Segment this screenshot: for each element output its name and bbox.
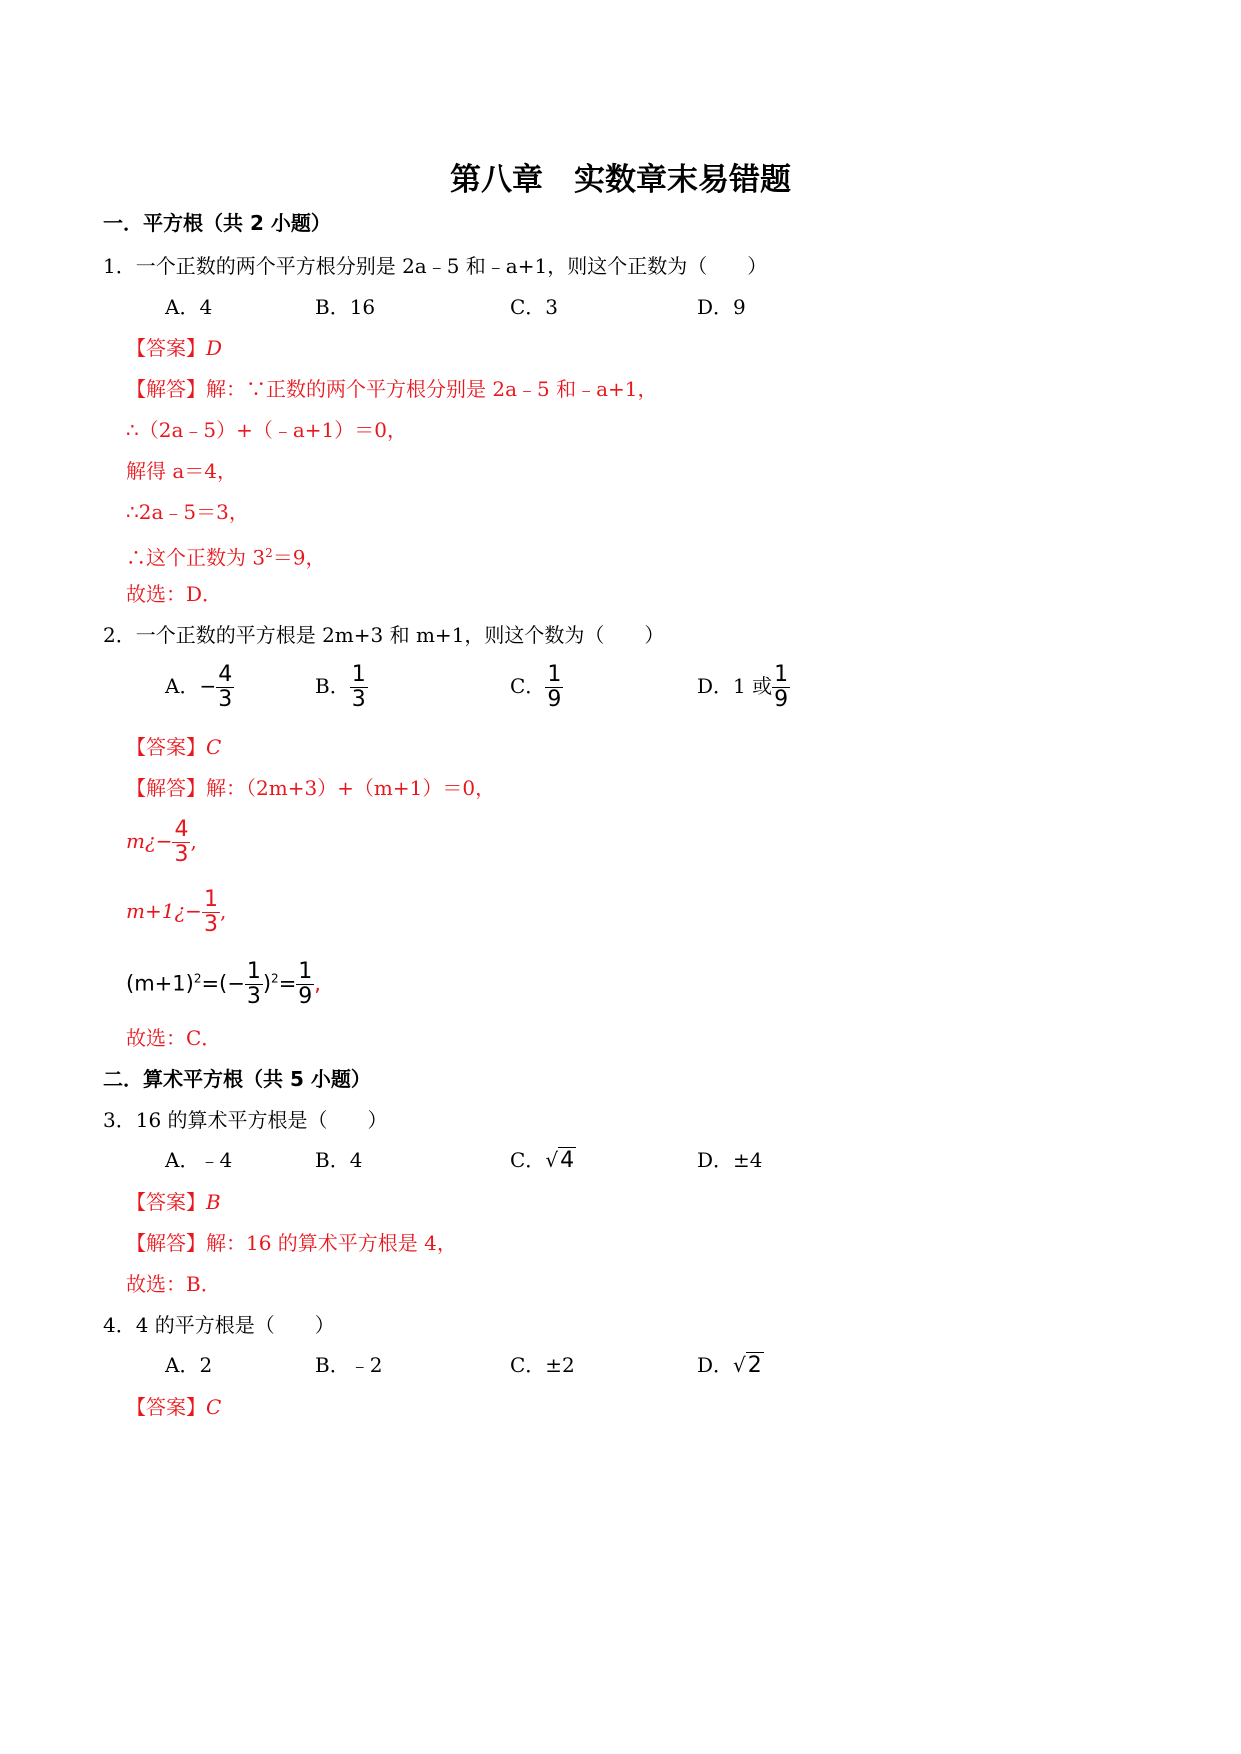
fraction — [350, 663, 368, 712]
exponent: 2 — [265, 546, 273, 560]
math-expression: ) — [262, 971, 272, 996]
question-1-stem: 1．一个正数的两个平方根分别是 2a﹣5 和﹣a+1，则这个正数为（ ） — [103, 254, 768, 278]
answer-tag: 【答案】 — [126, 1190, 206, 1214]
q3-option-b: B．4 — [315, 1148, 363, 1172]
q1-conclusion: 故选：D． — [126, 582, 223, 606]
numerator: 1 — [246, 959, 261, 984]
numerator: 1 — [774, 662, 789, 687]
solution-text: ∴这个正数为 3 — [126, 545, 266, 570]
answer-tag: 【答案】 — [126, 336, 206, 360]
answer-value: B — [206, 1190, 221, 1214]
fraction — [172, 818, 190, 867]
q1-solution-line-3: 解得 a＝4， — [126, 459, 238, 483]
q4-option-d — [697, 1352, 764, 1379]
answer-value: D — [206, 336, 223, 360]
q2-conclusion: 故选：C． — [126, 1026, 222, 1050]
q2-solution-line-3 — [126, 888, 226, 937]
fraction — [245, 960, 263, 1009]
solution-text: ＝9， — [272, 545, 326, 570]
numerator: 1 — [203, 887, 218, 912]
numerator: 1 — [351, 662, 366, 687]
option-label: D．1 或 — [697, 674, 773, 698]
section-heading-1: 一．平方根（共 2 小题） — [103, 211, 331, 235]
option-label: C． — [510, 674, 546, 698]
option-label: D． — [697, 1353, 734, 1377]
numerator: 1 — [298, 959, 313, 984]
q3-option-d: D．±4 — [697, 1148, 763, 1172]
q2-option-a — [165, 663, 234, 712]
q2-solution-line-1 — [126, 775, 495, 801]
punctuation: , — [314, 971, 321, 996]
denominator: 3 — [351, 687, 366, 712]
answer-value: C — [206, 1395, 222, 1419]
solution-text: 解：∵正数的两个平方根分别是 2a﹣5 和﹣a+1， — [206, 377, 658, 401]
solution-text: 解：16 的算术平方根是 4， — [206, 1231, 457, 1255]
q1-solution-line-1 — [126, 376, 658, 402]
q2-option-b — [315, 663, 368, 712]
option-label: B． — [315, 674, 350, 698]
denominator: 9 — [547, 687, 562, 712]
q1-answer — [126, 335, 222, 361]
q1-option-d: D．9 — [697, 295, 746, 319]
answer-tag: 【答案】 — [126, 735, 206, 759]
q4-option-a: A．2 — [165, 1353, 213, 1377]
radicand: 2 — [747, 1353, 762, 1378]
square-root: √2 — [733, 1353, 762, 1378]
numerator: 1 — [547, 662, 562, 687]
minus-sign: − — [155, 829, 173, 853]
answer-tag: 【答案】 — [126, 1395, 206, 1419]
solution-text: m+1¿ — [126, 899, 186, 923]
denominator: 9 — [774, 687, 789, 712]
minus-sign: − — [185, 899, 202, 923]
q2-solution-line-2 — [126, 818, 197, 867]
fraction — [202, 888, 220, 937]
q4-option-b: B．﹣2 — [315, 1353, 383, 1377]
solution-tag: 【解答】 — [126, 377, 206, 401]
exponent: 2 — [271, 971, 279, 986]
exponent: 2 — [193, 971, 202, 986]
math-expression: =(− — [201, 971, 245, 996]
solution-text: 解：（2m+3）+（m+1）＝0， — [206, 776, 496, 800]
q3-option-a: A．﹣4 — [165, 1148, 233, 1172]
punctuation: , — [190, 829, 197, 853]
option-label: A． — [165, 674, 200, 698]
q1-option-a: A．4 — [165, 295, 213, 319]
answer-value: C — [206, 735, 222, 759]
q2-answer — [126, 734, 221, 760]
question-3-stem: 3．16 的算术平方根是（ ） — [103, 1108, 388, 1132]
square-root: √4 — [545, 1148, 575, 1173]
q3-option-c — [510, 1147, 576, 1174]
q3-answer — [126, 1189, 221, 1215]
q2-solution-line-4 — [126, 960, 321, 1009]
math-expression: = — [278, 971, 297, 996]
numerator: 4 — [218, 662, 233, 687]
q2-option-c — [510, 663, 563, 712]
solution-tag: 【解答】 — [126, 776, 206, 800]
option-label: C． — [510, 1148, 546, 1172]
denominator: 3 — [246, 984, 261, 1009]
fraction — [772, 663, 790, 712]
denominator: 3 — [203, 912, 218, 937]
denominator: 3 — [218, 687, 233, 712]
q1-solution-line-2: ∴（2a﹣5）+（﹣a+1）＝0， — [126, 418, 407, 442]
solution-text: m¿ — [126, 829, 156, 853]
denominator: 3 — [174, 842, 189, 867]
question-4-stem: 4．4 的平方根是（ ） — [103, 1313, 335, 1337]
q1-solution-line-5 — [126, 540, 325, 571]
fraction — [545, 663, 563, 712]
minus-sign: − — [199, 674, 217, 698]
q3-solution-line-1 — [126, 1230, 457, 1256]
math-expression: (m+1) — [126, 971, 194, 996]
q4-option-c: C．±2 — [510, 1353, 575, 1377]
solution-tag: 【解答】 — [126, 1231, 206, 1255]
question-2-stem: 2．一个正数的平方根是 2m+3 和 m+1，则这个数为（ ） — [103, 623, 665, 647]
fraction — [296, 960, 314, 1009]
q1-option-b: B．16 — [315, 295, 376, 319]
fraction — [216, 663, 234, 712]
q4-answer — [126, 1394, 221, 1420]
q1-option-c: C．3 — [510, 295, 559, 319]
q3-conclusion: 故选：B． — [126, 1272, 221, 1296]
q2-option-d — [697, 663, 790, 712]
q1-solution-line-4: ∴2a﹣5＝3， — [126, 500, 249, 524]
section-heading-2: 二．算术平方根（共 5 小题） — [103, 1067, 371, 1091]
numerator: 4 — [174, 817, 189, 842]
punctuation: , — [219, 899, 227, 923]
denominator: 9 — [298, 984, 313, 1009]
page-title: 第八章 实数章末易错题 — [450, 162, 791, 198]
radicand: 4 — [560, 1148, 575, 1173]
